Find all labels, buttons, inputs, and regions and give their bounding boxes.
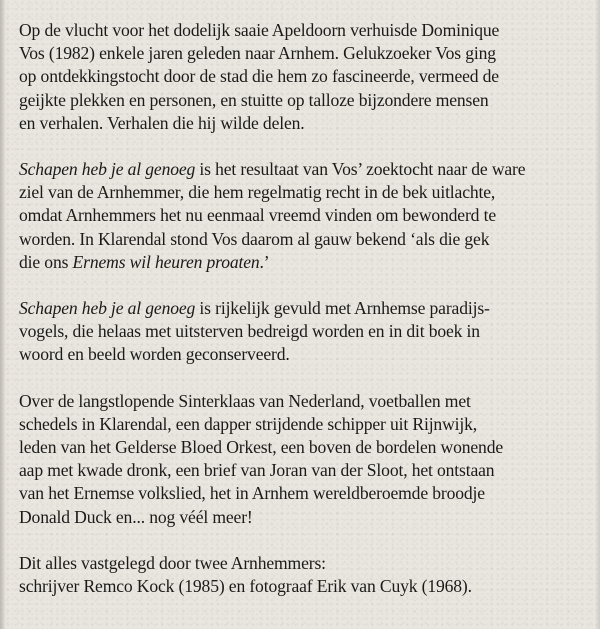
paragraph-onderwerpen <box>19 390 590 529</box>
text-line <box>19 42 590 65</box>
text-line <box>19 320 590 343</box>
text-line <box>19 343 590 366</box>
italic-text-segment: Ernems wil heuren proaten <box>72 251 260 272</box>
italic-text-segment: Schapen heb je al genoeg <box>19 159 196 180</box>
text-line <box>19 575 590 598</box>
text-segment: op ontdekkingstocht door de stad die hem zo fascineerde, vermeed de <box>19 66 499 87</box>
text-line <box>19 204 590 227</box>
text-segment: Dit alles vastgelegd door twee Arnhemmers: <box>19 552 326 573</box>
text-line <box>19 552 590 575</box>
paragraph-intro <box>19 19 590 135</box>
text-line <box>19 413 590 436</box>
text-line <box>19 506 590 529</box>
paragraph-schapen-zoektocht <box>19 158 590 274</box>
text-line <box>19 181 590 204</box>
text-segment: Donald Duck en... nog véél meer! <box>19 506 253 527</box>
text-line <box>19 297 590 320</box>
text-segment: die ons <box>19 251 73 272</box>
text-segment: omdat Arnhemmers het nu eenmaal vreemd vinden om bewonderd te <box>19 205 496 226</box>
text-segment: .’ <box>259 251 270 272</box>
text-segment: Vos (1982) enkele jaren geleden naar Arnhem. Gelukzoeker Vos ging <box>19 43 496 64</box>
text-segment: geijkte plekken en personen, en stuitte op talloze bijzondere mensen <box>19 89 489 110</box>
text-segment: aap met kwade dronk, een brief van Joran van der Sloot, het ontstaan <box>19 460 495 481</box>
text-segment: vogels, die helaas met uitsterven bedreigd worden en in dit boek in <box>19 321 480 342</box>
text-segment: Over de langstlopende Sinterklaas van Nederland, voetballen met <box>19 390 471 411</box>
text-line <box>19 112 590 135</box>
text-line <box>19 89 590 112</box>
text-line <box>19 19 590 42</box>
text-line <box>19 390 590 413</box>
text-line <box>19 459 590 482</box>
text-line <box>19 251 590 274</box>
text-segment: leden van het Gelderse Bloed Orkest, een boven de bordelen wonende <box>19 437 504 458</box>
text-line <box>19 65 590 88</box>
text-line <box>19 228 590 251</box>
paragraph-paradijsvogels <box>19 297 590 367</box>
text-segment: woord en beeld worden geconserveerd. <box>19 344 290 365</box>
text-segment: is het resultaat van Vos’ zoektocht naar de ware <box>195 159 526 180</box>
text-segment: is rijkelijk gevuld met Arnhemse paradijs- <box>195 298 490 319</box>
text-line <box>19 482 590 505</box>
text-segment: van het Ernemse volkslied, het in Arnhem wereldberoemde broodje <box>19 483 485 504</box>
text-segment: Op de vlucht voor het dodelijk saaie Apeldoorn verhuisde Dominique <box>19 20 500 40</box>
text-segment: schedels in Klarendal, een dapper strijdende schipper uit Rijnwijk, <box>19 413 478 434</box>
text-segment: ziel van de Arnhemmer, die hem regelmatig recht in de bek uitlachte, <box>19 182 496 203</box>
text-segment: worden. In Klarendal stond Vos daarom al gauw bekend ‘als die gek <box>19 228 490 249</box>
text-line <box>19 158 590 181</box>
text-line <box>19 436 590 459</box>
italic-text-segment: Schapen heb je al genoeg <box>19 298 196 319</box>
text-segment: schrijver Remco Kock (1985) en fotograaf Erik van Cuyk (1968). <box>19 576 472 597</box>
paragraph-makers <box>19 552 590 598</box>
text-segment: en verhalen. Verhalen die hij wilde delen. <box>19 112 305 133</box>
